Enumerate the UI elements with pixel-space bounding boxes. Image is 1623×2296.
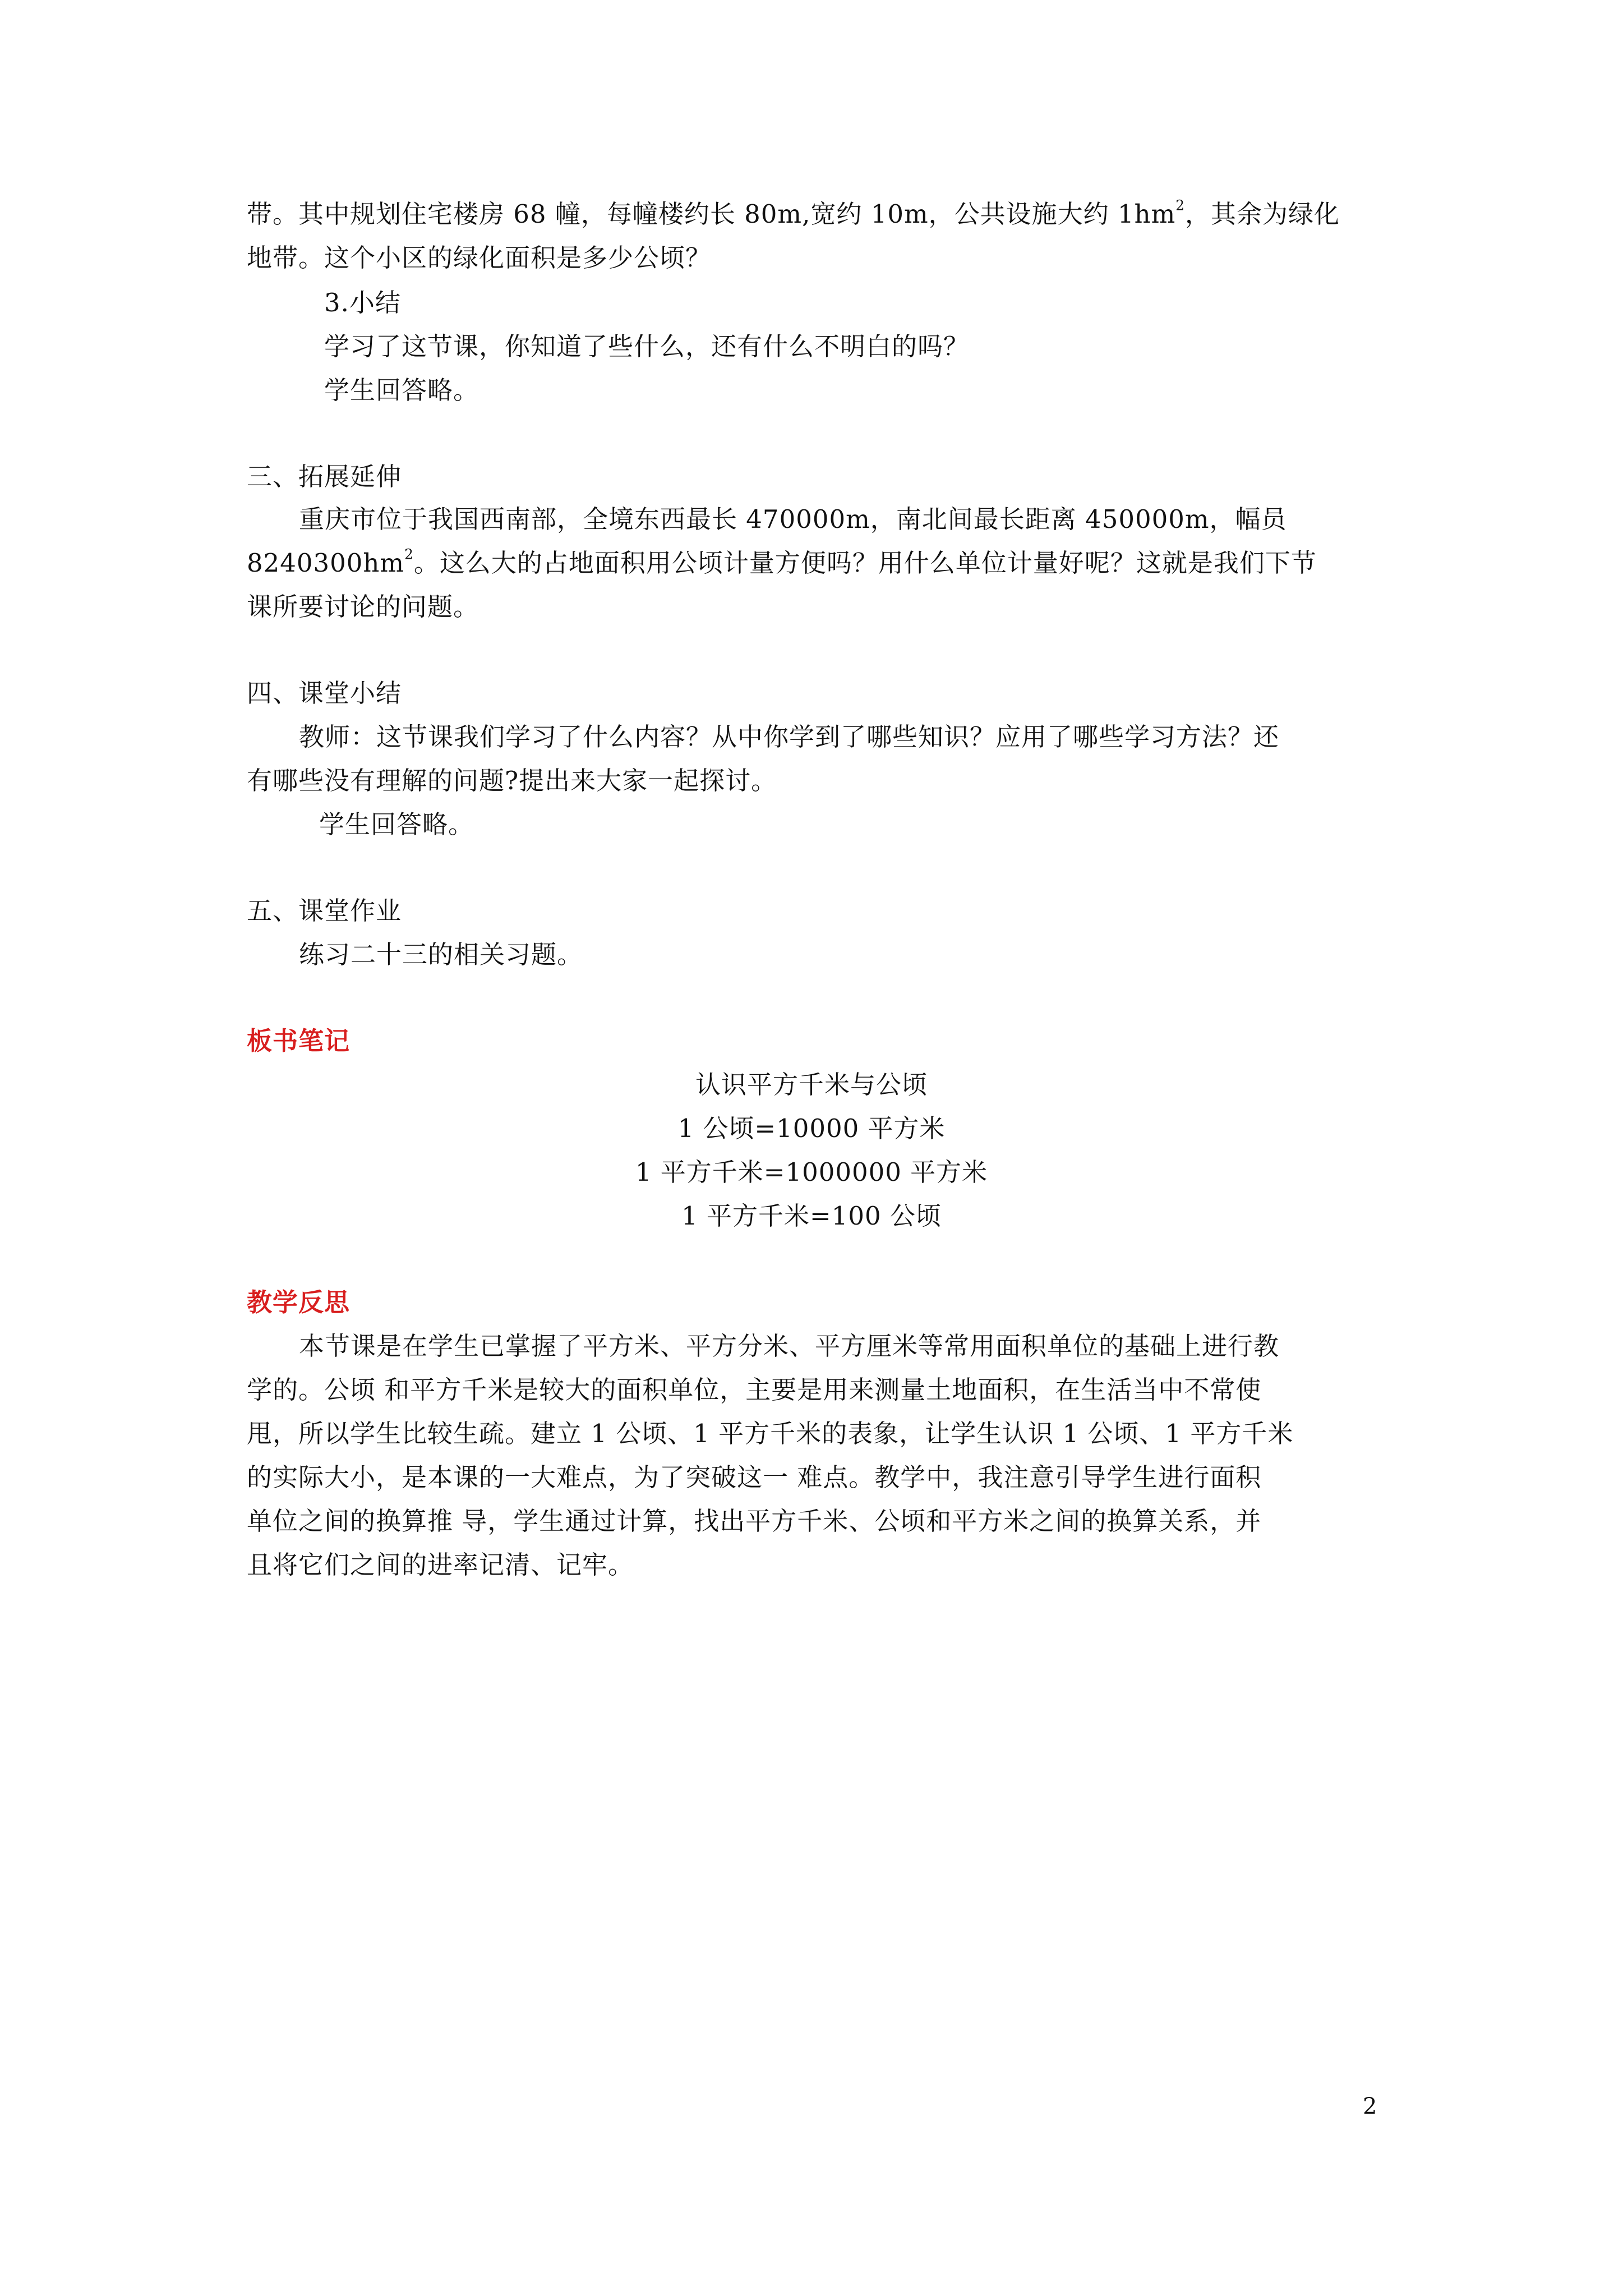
paragraph-line: 学生回答略。 [324, 375, 479, 405]
superscript: 2 [404, 546, 414, 563]
paragraph-line: 的实际大小，是本课的一大难点，为了突破这一 难点。教学中，我注意引导学生进行面积 [247, 1462, 1262, 1492]
paragraph-line: 学生回答略。 [319, 809, 474, 839]
section-heading: 四、课堂小结 [247, 678, 402, 708]
section-heading: 五、课堂作业 [247, 896, 402, 926]
subsection-heading: 3.小结 [324, 288, 401, 318]
board-notes-title: 认识平方千米与公顷 [695, 1070, 928, 1099]
reflection-heading: 教学反思 [247, 1287, 351, 1317]
section-heading: 三、拓展延伸 [247, 462, 402, 491]
paragraph-line: 教师：这节课我们学习了什么内容？从中你学到了哪些知识？应用了哪些学习方法？还 [299, 722, 1280, 752]
board-notes-equation: 1 平方千米=100 公顷 [681, 1201, 942, 1231]
paragraph-line: 学的。公顷 和平方千米是较大的面积单位，主要是用来测量土地面积，在生活当中不常使 [247, 1375, 1262, 1405]
paragraph-line: 且将它们之间的进率记清、记牢。 [247, 1550, 634, 1580]
text-span: 。这么大的占地面积用公顷计量方便吗？用什么单位计量好呢？这就是我们下节 [413, 548, 1317, 578]
paragraph-line: 学习了这节课，你知道了些什么，还有什么不明白的吗？ [324, 332, 970, 361]
paragraph-line: 甩，所以学生比较生疏。建立 1 公顷、1 平方千米的表象，让学生认识 1 公顷、1 平方千米 [247, 1419, 1294, 1448]
board-notes-equation: 1 平方千米=1000000 平方米 [635, 1157, 988, 1187]
paragraph-line [247, 546, 1317, 580]
paragraph-line: 本节课是在学生已掌握了平方米、平方分米、平方厘米等常用面积单位的基础上进行教 [299, 1331, 1280, 1361]
text-span: 8240300hm [247, 548, 405, 578]
page-number: 2 [1363, 2093, 1377, 2119]
paragraph-line: 练习二十三的相关习题。 [299, 940, 583, 969]
paragraph-line: 地带。这个小区的绿化面积是多少公顷？ [247, 243, 712, 273]
board-notes-heading: 板书笔记 [247, 1026, 351, 1056]
paragraph-line: 课所要讨论的问题。 [247, 592, 479, 622]
board-notes-equation: 1 公顷=10000 平方米 [677, 1114, 946, 1143]
paragraph-line: 有哪些没有理解的问题?提出来大家一起探讨。 [247, 766, 777, 795]
text-span: 带。其中规划住宅楼房 68 幢，每幢楼约长 80m,宽约 10m，公共设施大约 1hm [247, 199, 1176, 229]
paragraph-line: 单位之间的换算推 导，学生通过计算，找出平方千米、公顷和平方米之间的换算关系，并 [247, 1506, 1262, 1536]
paragraph-line: 重庆市位于我国西南部，全境东西最长 470000m，南北间最长距离 450000m，幅员 [299, 504, 1287, 534]
paragraph-line [247, 197, 1340, 231]
superscript: 2 [1175, 197, 1185, 214]
text-span: ，其余为绿化 [1185, 199, 1340, 229]
